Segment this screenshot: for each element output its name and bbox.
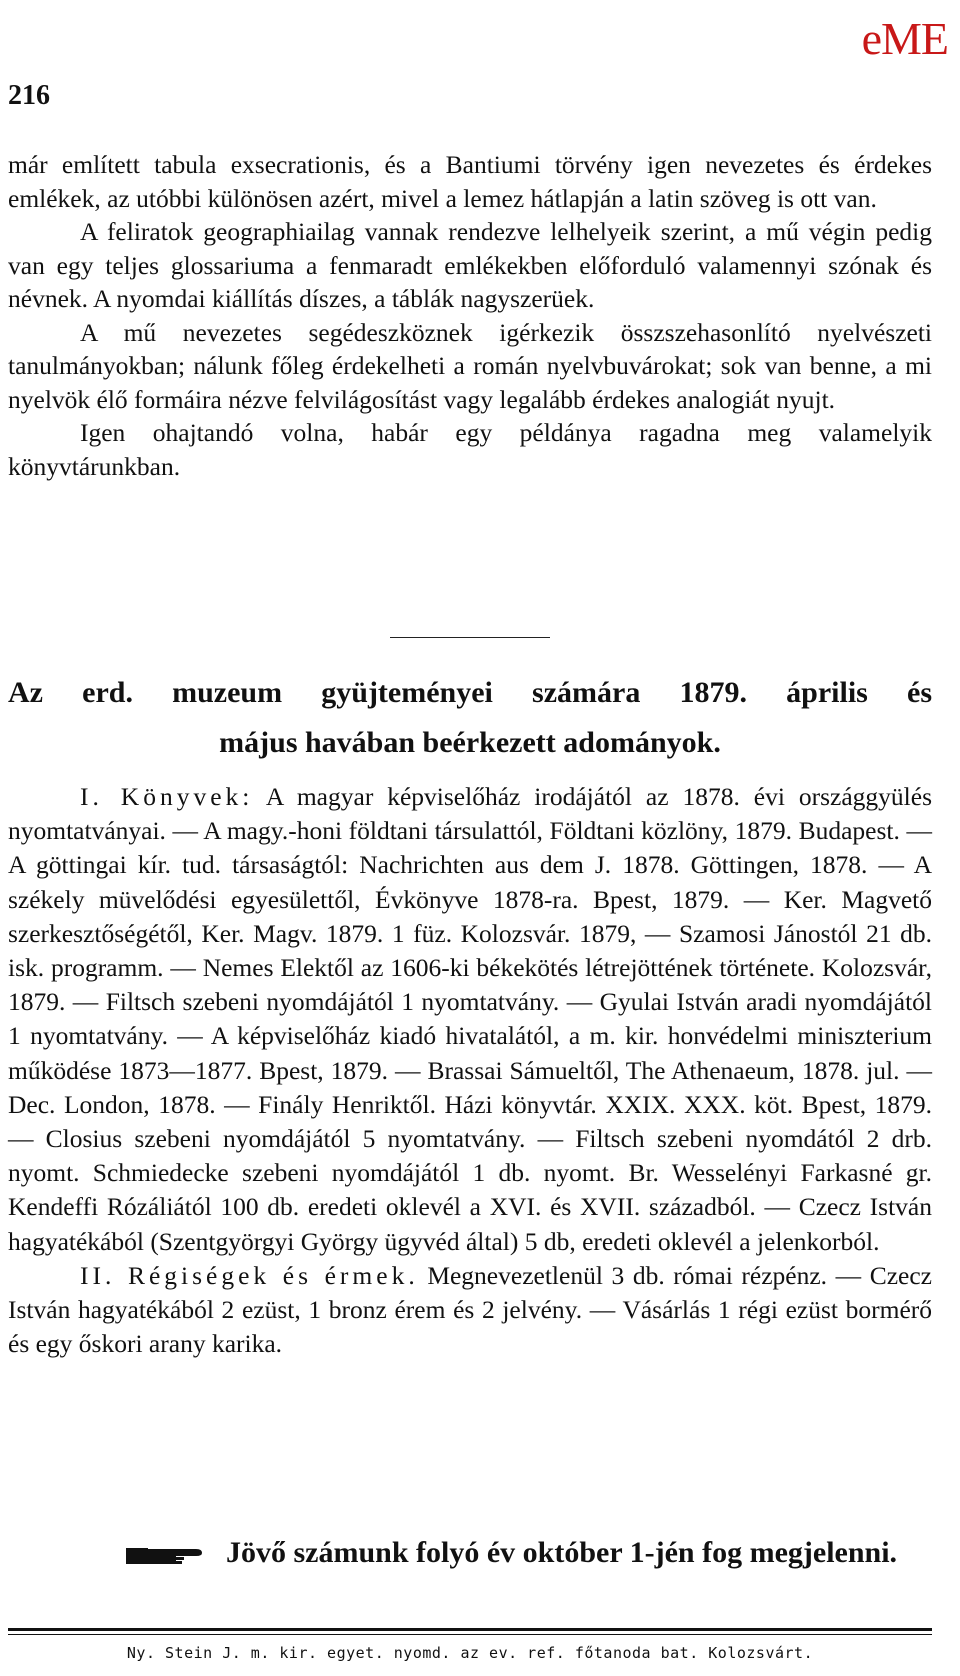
heading-line-2: május havában beérkezett adományok. (219, 726, 721, 759)
paragraph-2: A feliratok geographiailag vannak rendezve lelhelyeik szerint, a mű végin pedig van egy teljes glossariuma a fenmaradt emlékekben előforduló valamennyi szónak és névnek. A nyomdai kiállítás díszes, a táblák nagyszerüek. (8, 217, 932, 313)
review-text (8, 148, 932, 483)
section-antiquities (8, 1259, 932, 1362)
section-antiquities-text: Megnevezetlenül 3 db. római rézpénz. — Czecz István hagyatékából 2 ezüst, 1 bronz érem és 2 jelvény. — Vásárlás 1 régi ezüst bormérő és egy őskori arany karika. (8, 1260, 932, 1359)
page-number: 216 (8, 80, 50, 111)
pointing-hand-icon (126, 1544, 212, 1566)
paragraph-1: már említett tabula exsecrationis, és a Bantiumi törvény igen nevezetes és érdekes emlékek, az utóbbi különösen azért, mivel a lemez hátlapján a latin szöveg is ott van. (8, 150, 932, 213)
publisher-logo: eME (861, 13, 948, 64)
section-separator (390, 637, 550, 638)
section-books-text: A magyar képviselőház irodájától az 1878. évi országgyülés nyomtatványai. — A magy.-honi földtani társulattól, Földtani közlöny, 1879. Budapest. — A göttingai kír. tud. társaságtól: Nachrichten aus dem J. 1878. Göttingen, 1878. — A székely müvelődési egyesülettől, Évkönyve 1878-ra. Bpest, 1879. — Ker. Magvető szerkesztőségétől, Ker. Magv. 1879. 1 füz. Kolozsvár. 1879, — Szamosi Jánostól 21 db. isk. programm. — Nemes Elektől az 1606-ki békekötés létrejöttének története. Kolozsvár, 1879. — Filtsch szebeni nyomdájától 1 nyomtatvány. — Gyulai István aradi nyomdájától 1 nyomtatvány. — A képviselőház kiadó hivatalától, a m. kir. honvédelmi miniszterium működése 1873—1877. Bpest, 1879. — Brassai Sámueltől, The Athenaeum, 1878. jul. — Dec. London, 1878. — Finály Henriktől. Házi könyvtár. XXIX. XXX. köt. Bpest, 1879. — Closius szebeni nyomdájától 5 nyomtatvány. — Filtsch szebeni nyomdától 2 drb. nyomt. Schmiedecke szebeni nyomdájától 1 db. nyomt. Br. Wesselényi Farkasné gr. Kendeffi Rózáliától 100 db. eredeti oklevél a XVI. és XVII. századból. — Czecz István hagyatékából (Szentgyörgyi György ügyvéd által) 5 db, eredeti oklevél a jelenkorból. (8, 782, 933, 1256)
section-books (8, 780, 932, 1259)
paragraph-4: Igen ohajtandó volna, habár egy példánya ragadna meg valamelyik könyvtárunkban. (8, 418, 932, 481)
section-books-label: I. Könyvek: (80, 782, 254, 811)
heading-line-1: Az erd. muzeum gyüjteményei számára 1879. április és (8, 676, 932, 709)
donations-heading (8, 668, 932, 768)
notice-text: Jövő számunk folyó év október 1-jén fog megjelenni. (226, 1536, 898, 1569)
publication-notice (8, 1530, 932, 1576)
paragraph-3: A mű nevezetes segédeszköznek igérkezik összszehasonlító nyelvészeti tanulmányokban; nálunk főleg érdekelheti a román nyelvbuvárokat; sok van benne, a mi nyelvök élő formáira nézve felvilágosítást vagy legalább érdekes analogiát nyujt. (8, 317, 932, 414)
donations-list (8, 780, 932, 1361)
footer-rule-thin (8, 1634, 932, 1635)
printer-imprint: Ny. Stein J. m. kir. egyet. nyomd. az ev. ref. főtanoda bat. Kolozsvárt. (126, 1644, 814, 1662)
footer-rule-thick (8, 1628, 932, 1631)
section-antiquities-label: II. Régiségek és érmek. (80, 1260, 419, 1290)
